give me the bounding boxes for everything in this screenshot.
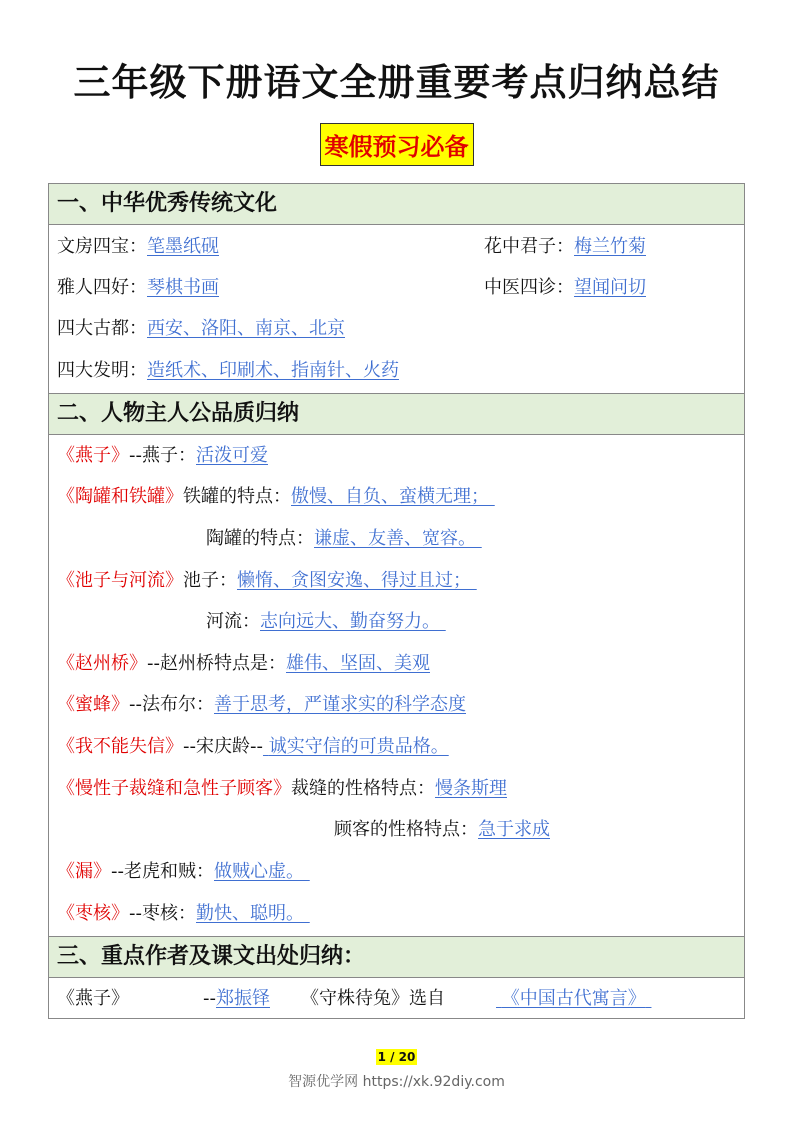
list-item <box>57 984 129 1014</box>
list-item <box>57 899 310 929</box>
item-label: 河流： <box>206 611 260 632</box>
book-title: 《赵州桥》 <box>57 653 147 674</box>
list-item <box>57 232 219 262</box>
item-label: --燕子： <box>129 445 196 466</box>
list-item <box>57 732 449 762</box>
section-heading-authors: 三、重点作者及课文出处归纳： <box>48 936 745 978</box>
list-item <box>57 273 219 303</box>
item-answer: 急于求成 <box>478 819 550 840</box>
subtitle-badge: 寒假预习必备 <box>320 123 474 166</box>
list-item <box>301 984 445 1014</box>
item-answer: 志向远大、勤奋努力。 <box>260 611 440 632</box>
item-label: 陶罐的特点： <box>206 528 314 549</box>
item-label: 雅人四好： <box>57 277 147 298</box>
item-answer: 谦虚、友善、宽容。 <box>314 528 476 549</box>
list-item <box>57 482 495 512</box>
list-item <box>57 857 310 887</box>
list-item <box>57 690 466 720</box>
item-answer: 造纸术、印刷术、指南针、火药 <box>147 360 399 381</box>
item-answer: 望闻问切 <box>574 277 646 298</box>
list-item <box>57 774 507 804</box>
footer-watermark: 智源优学网 https://xk.92diy.com <box>288 1074 505 1090</box>
item-label: --赵州桥特点是： <box>147 653 286 674</box>
item-label: 顾客的性格特点： <box>334 819 478 840</box>
book-title: 《漏》 <box>57 861 111 882</box>
item-label: 中医四诊： <box>484 277 574 298</box>
list-item <box>484 232 646 262</box>
item-answer: 雄伟、坚固、美观 <box>286 653 430 674</box>
list-item <box>484 273 646 303</box>
item-label: -- <box>203 988 216 1009</box>
book-title: 《蜜蜂》 <box>57 694 129 715</box>
item-label: 四大发明： <box>57 360 147 381</box>
item-answer: 慢条斯理 <box>435 778 507 799</box>
item-answer: 懒惰、贪图安逸、得过且过； <box>237 570 471 591</box>
list-item <box>57 356 399 386</box>
item-answer: 琴棋书画 <box>147 277 219 298</box>
item-label: 池子： <box>183 570 237 591</box>
list-item <box>57 566 477 596</box>
list-item <box>57 441 268 471</box>
page-title: 三年级下册语文全册重要考点归纳总结 <box>73 61 720 104</box>
list-item <box>334 815 550 845</box>
item-label: 文房四宝： <box>57 236 147 257</box>
book-title: 《陶罐和铁罐》 <box>57 486 183 507</box>
item-answer: 傲慢、自负、蛮横无理； <box>291 486 489 507</box>
item-answer: 做贼心虚。 <box>214 861 304 882</box>
book-title: 《守株待兔》选自 <box>301 988 445 1009</box>
item-answer: 诚实守信的可贵品格。 <box>268 736 449 757</box>
book-title: 《燕子》 <box>57 988 129 1009</box>
list-item <box>206 524 482 554</box>
list-item <box>206 607 446 637</box>
item-label: 裁缝的性格特点： <box>291 778 435 799</box>
item-answer: 梅兰竹菊 <box>574 236 646 257</box>
list-item <box>203 984 270 1014</box>
item-answer: 笔墨纸砚 <box>147 236 219 257</box>
author-answer: 郑振铎 <box>216 988 270 1009</box>
item-label: --枣核： <box>129 903 196 924</box>
content-frame <box>48 183 745 1019</box>
list-item <box>496 984 651 1014</box>
book-title: 《燕子》 <box>57 445 129 466</box>
book-title: 《慢性子裁缝和急性子顾客》 <box>57 778 291 799</box>
list-item <box>57 649 430 679</box>
item-answer: 活泼可爱 <box>196 445 268 466</box>
item-label: 四大古都： <box>57 318 147 339</box>
source-answer: 《中国古代寓言》 <box>501 988 646 1009</box>
book-title: 《我不能失信》 <box>57 736 183 757</box>
item-answer: 西安、洛阳、南京、北京 <box>147 318 345 339</box>
page-number: 1 / 20 <box>377 1050 416 1064</box>
section-heading-characters: 二、人物主人公品质归纳 <box>48 393 745 435</box>
item-label: --老虎和贼： <box>111 861 214 882</box>
item-label: 花中君子： <box>484 236 574 257</box>
section-heading-culture: 一、中华优秀传统文化 <box>48 183 745 225</box>
list-item <box>57 314 345 344</box>
book-title: 《池子与河流》 <box>57 570 183 591</box>
item-answer: 善于思考，严谨求实的科学态度 <box>214 694 466 715</box>
book-title: 《枣核》 <box>57 903 129 924</box>
item-label: 铁罐的特点： <box>183 486 291 507</box>
item-label: --宋庆龄-- <box>183 736 263 757</box>
item-label: --法布尔： <box>129 694 214 715</box>
item-answer: 勤快、聪明。 <box>196 903 304 924</box>
